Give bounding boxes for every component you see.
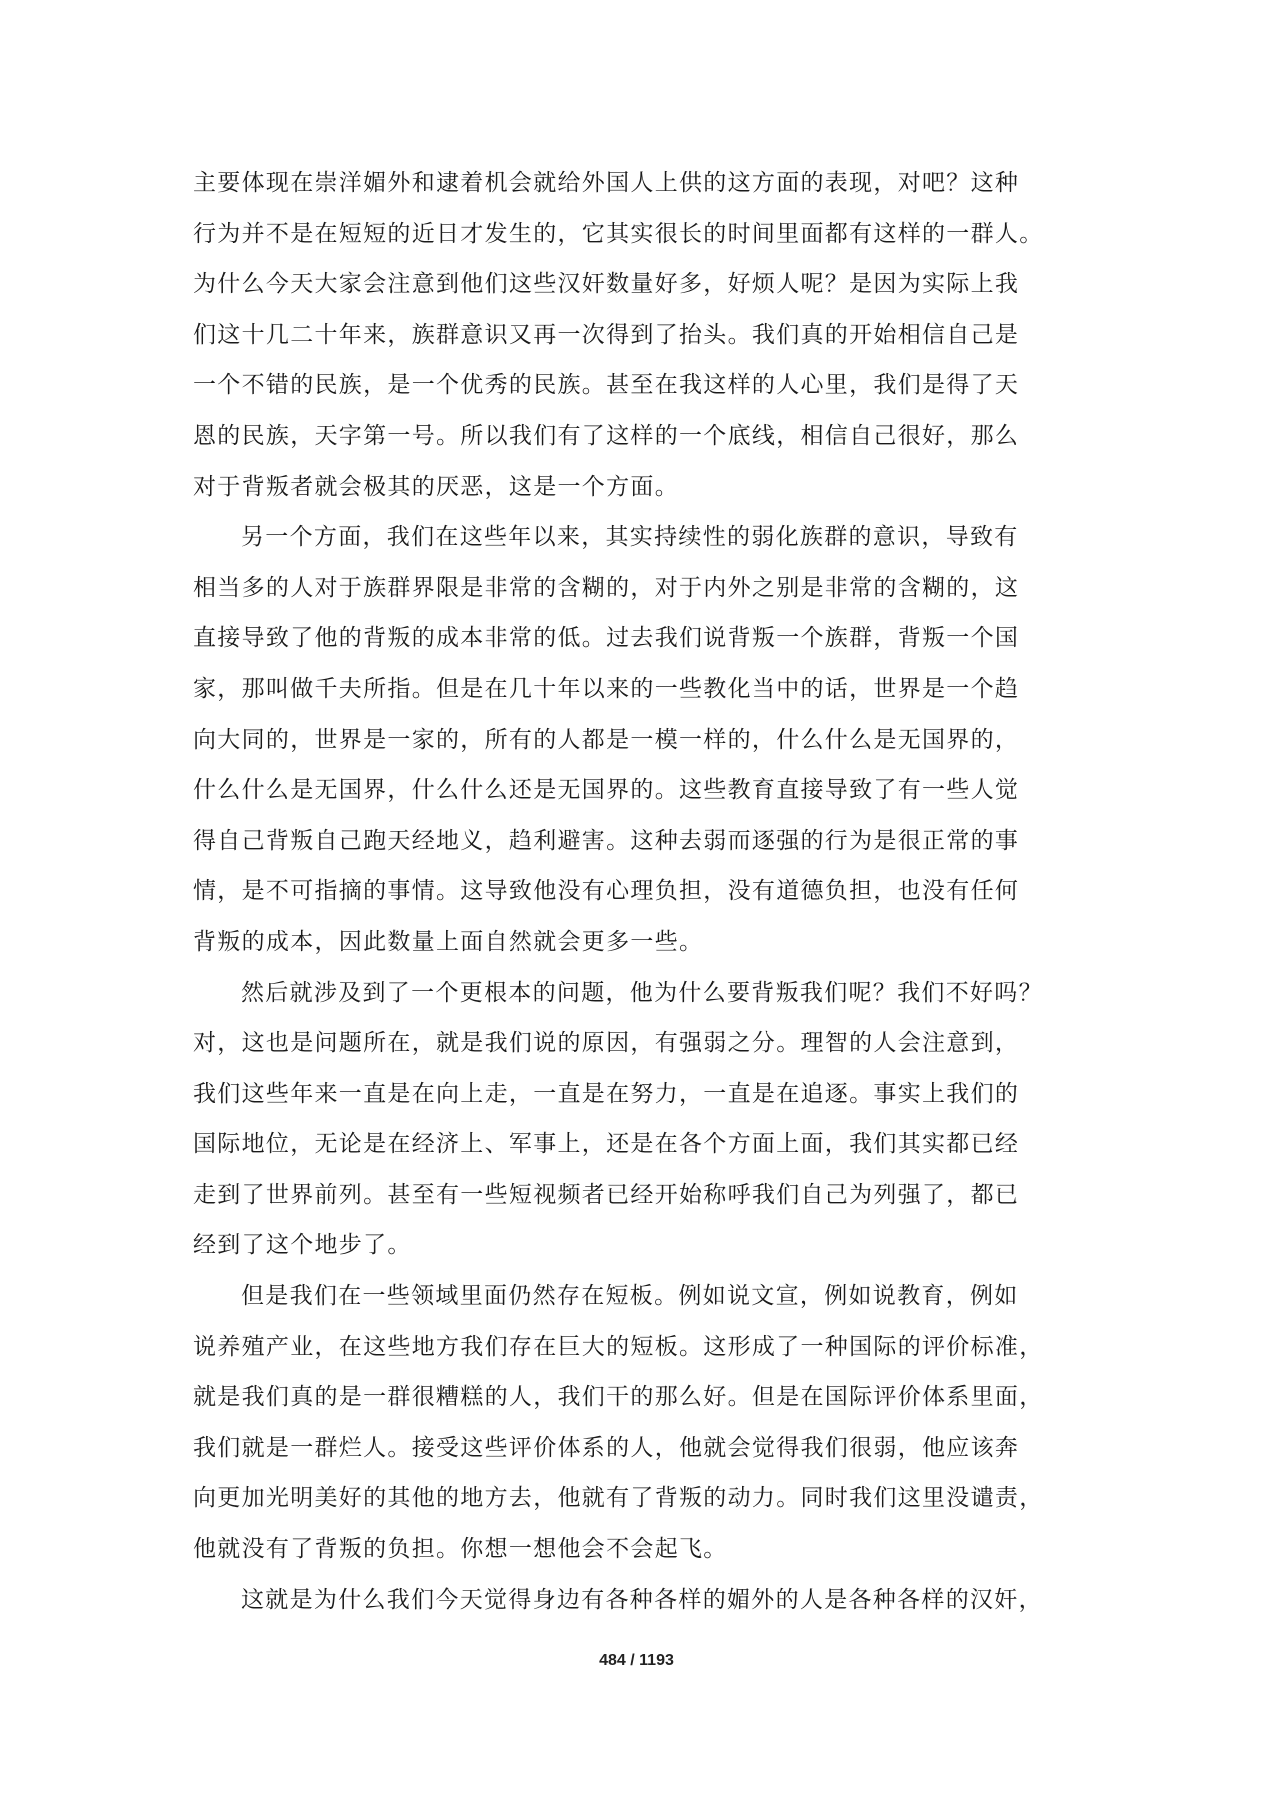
text-line: 向更加光明美好的其他的地方去，他就有了背叛的动力。同时我们这里没谴责， — [193, 1485, 1044, 1512]
text-line: 直接导致了他的背叛的成本非常的低。过去我们说背叛一个族群，背叛一个国 — [193, 625, 1020, 652]
text-line: 经到了这个地步了。 — [193, 1232, 412, 1259]
paragraph-first-line: 另一个方面，我们在这些年以来，其实持续性的弱化族群的意识，导致有 — [241, 524, 1019, 551]
text-line: 背叛的成本，因此数量上面自然就会更多一些。 — [193, 928, 704, 955]
text-line: 向大同的，世界是一家的，所有的人都是一模一样的，什么什么是无国界的， — [193, 726, 1020, 753]
paragraph-first-line: 然后就涉及到了一个更根本的问题，他为什么要背叛我们呢？我们不好吗？ — [241, 979, 1043, 1006]
text-line: 走到了世界前列。甚至有一些短视频者已经开始称呼我们自己为列强了，都已 — [193, 1181, 1020, 1208]
text-line: 对于背叛者就会极其的厌恶，这是一个方面。 — [193, 473, 679, 500]
text-line: 对，这也是问题所在，就是我们说的原因，有强弱之分。理智的人会注意到， — [193, 1030, 1020, 1057]
text-line: 什么什么是无国界，什么什么还是无国界的。这些教育直接导致了有一些人觉 — [193, 777, 1020, 804]
text-line: 家，那叫做千夫所指。但是在几十年以来的一些教化当中的话，世界是一个趋 — [193, 675, 1020, 702]
text-line: 我们就是一群烂人。接受这些评价体系的人，他就会觉得我们很弱，他应该奔 — [193, 1434, 1020, 1461]
text-line: 他就没有了背叛的负担。你想一想他会不会起飞。 — [193, 1536, 728, 1563]
text-line: 情，是不可指摘的事情。这导致他没有心理负担，没有道德负担，也没有任何 — [193, 878, 1020, 905]
text-line: 恩的民族，天字第一号。所以我们有了这样的一个底线，相信自己很好，那么 — [193, 422, 1020, 449]
text-line: 我们这些年来一直是在向上走，一直是在努力，一直是在追逐。事实上我们的 — [193, 1080, 1020, 1107]
text-line: 一个不错的民族，是一个优秀的民族。甚至在我这样的人心里，我们是得了天 — [193, 372, 1020, 399]
paragraph-first-line: 这就是为什么我们今天觉得身边有各种各样的媚外的人是各种各样的汉奸， — [241, 1586, 1043, 1613]
body-text — [193, 158, 1081, 1625]
page-number: 484 / 1193 — [599, 1652, 674, 1669]
text-line: 主要体现在崇洋媚外和逮着机会就给外国人上供的这方面的表现，对吧？这种 — [193, 170, 1020, 196]
text-line: 们这十几二十年来，族群意识又再一次得到了抬头。我们真的开始相信自己是 — [193, 321, 1020, 348]
text-line: 为什么今天大家会注意到他们这些汉奸数量好多，好烦人呢？是因为实际上我 — [193, 271, 1020, 298]
text-line: 行为并不是在短短的近日才发生的，它其实很长的时间里面都有这样的一群人。 — [193, 220, 1044, 247]
paragraph-first-line: 但是我们在一些领域里面仍然存在短板。例如说文宣，例如说教育，例如 — [241, 1283, 1019, 1310]
text-line: 说养殖产业，在这些地方我们存在巨大的短板。这形成了一种国际的评价标准， — [193, 1333, 1044, 1360]
text-line: 国际地位，无论是在经济上、军事上，还是在各个方面上面，我们其实都已经 — [193, 1131, 1020, 1158]
text-line: 得自己背叛自己跑天经地义，趋利避害。这种去弱而逐强的行为是很正常的事 — [193, 827, 1020, 854]
text-line: 就是我们真的是一群很糟糕的人，我们干的那么好。但是在国际评价体系里面， — [193, 1384, 1044, 1411]
text-line: 相当多的人对于族群界限是非常的含糊的，对于内外之别是非常的含糊的，这 — [193, 574, 1020, 601]
